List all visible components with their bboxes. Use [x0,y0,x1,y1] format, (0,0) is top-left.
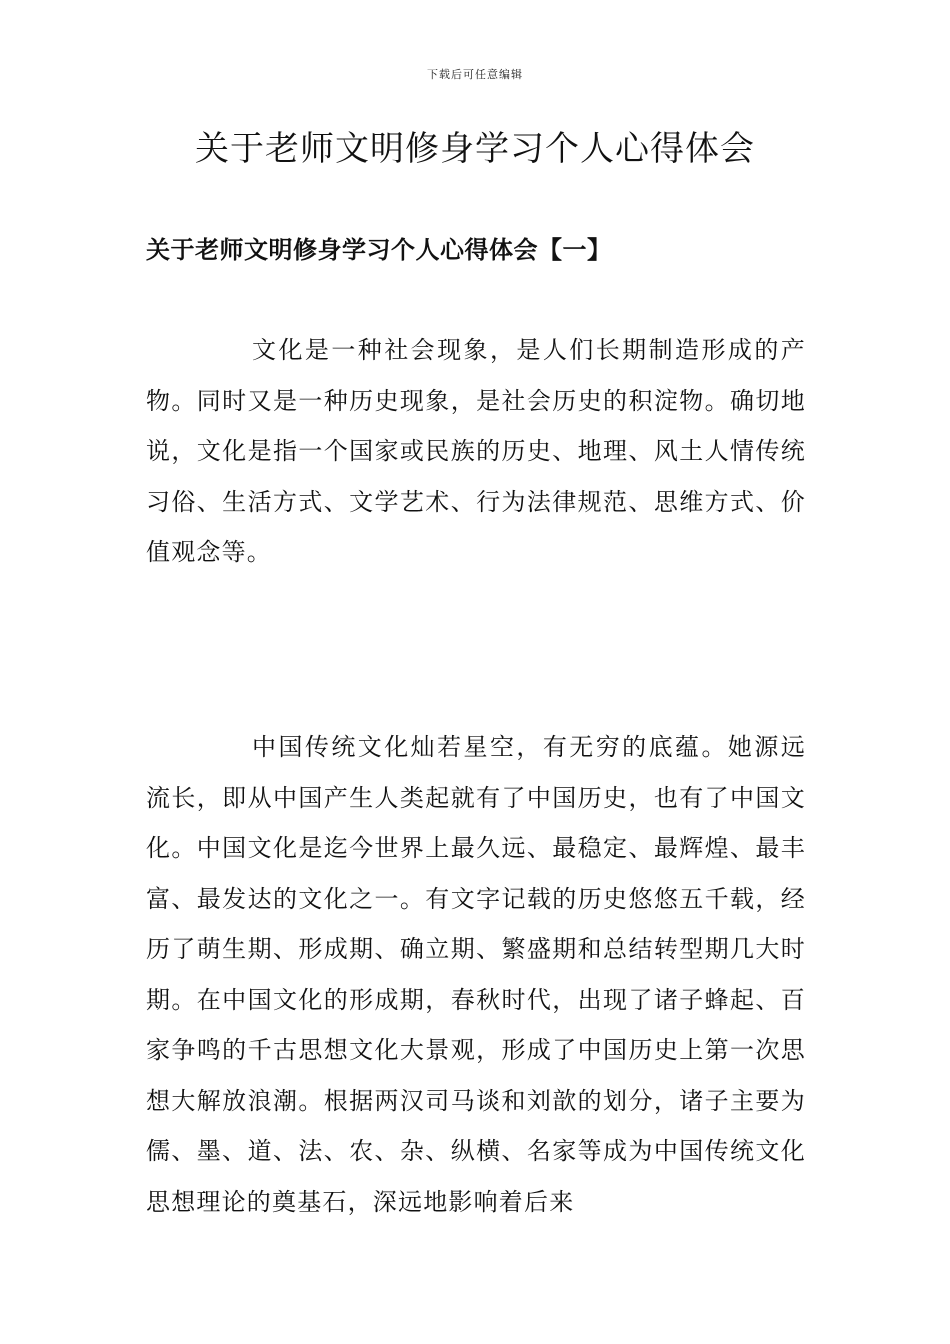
section-heading: 关于老师文明修身学习个人心得体会【一】 [146,235,612,264]
body-paragraph: 中国传统文化灿若星空，有无穷的底蕴。她源远流长，即从中国产生人类起就有了中国历史，也有了中国文化。中国文化是迄今世界上最久远、最稳定、最辉煌、最丰富、最发达的文化之一。有文字记载的历史悠悠五千载，经历了萌生期、形成期、确立期、繁盛期和总结转型期几大时期。在中国文化的形成期，春秋时代，出现了诸子蜂起、百家争鸣的千古思想文化大景观，形成了中国历史上第一次思想大解放浪潮。根据两汉司马谈和刘歆的划分，诸子主要为儒、墨、道、法、农、杂、纵横、名家等成为中国传统文化思想理论的奠基石，深远地影响着后来 [146,733,806,1216]
body-paragraph: 文化是一种社会现象，是人们长期制造形成的产物。同时又是一种历史现象，是社会历史的积淀物。确切地说，文化是指一个国家或民族的历史、地理、风土人情传统习俗、生活方式、文学艺术、行为法律规范、思维方式、价值观念等。 [146,336,806,566]
document-title: 关于老师文明修身学习个人心得体会 [195,129,755,169]
header-note: 下载后可任意编辑 [427,68,523,81]
